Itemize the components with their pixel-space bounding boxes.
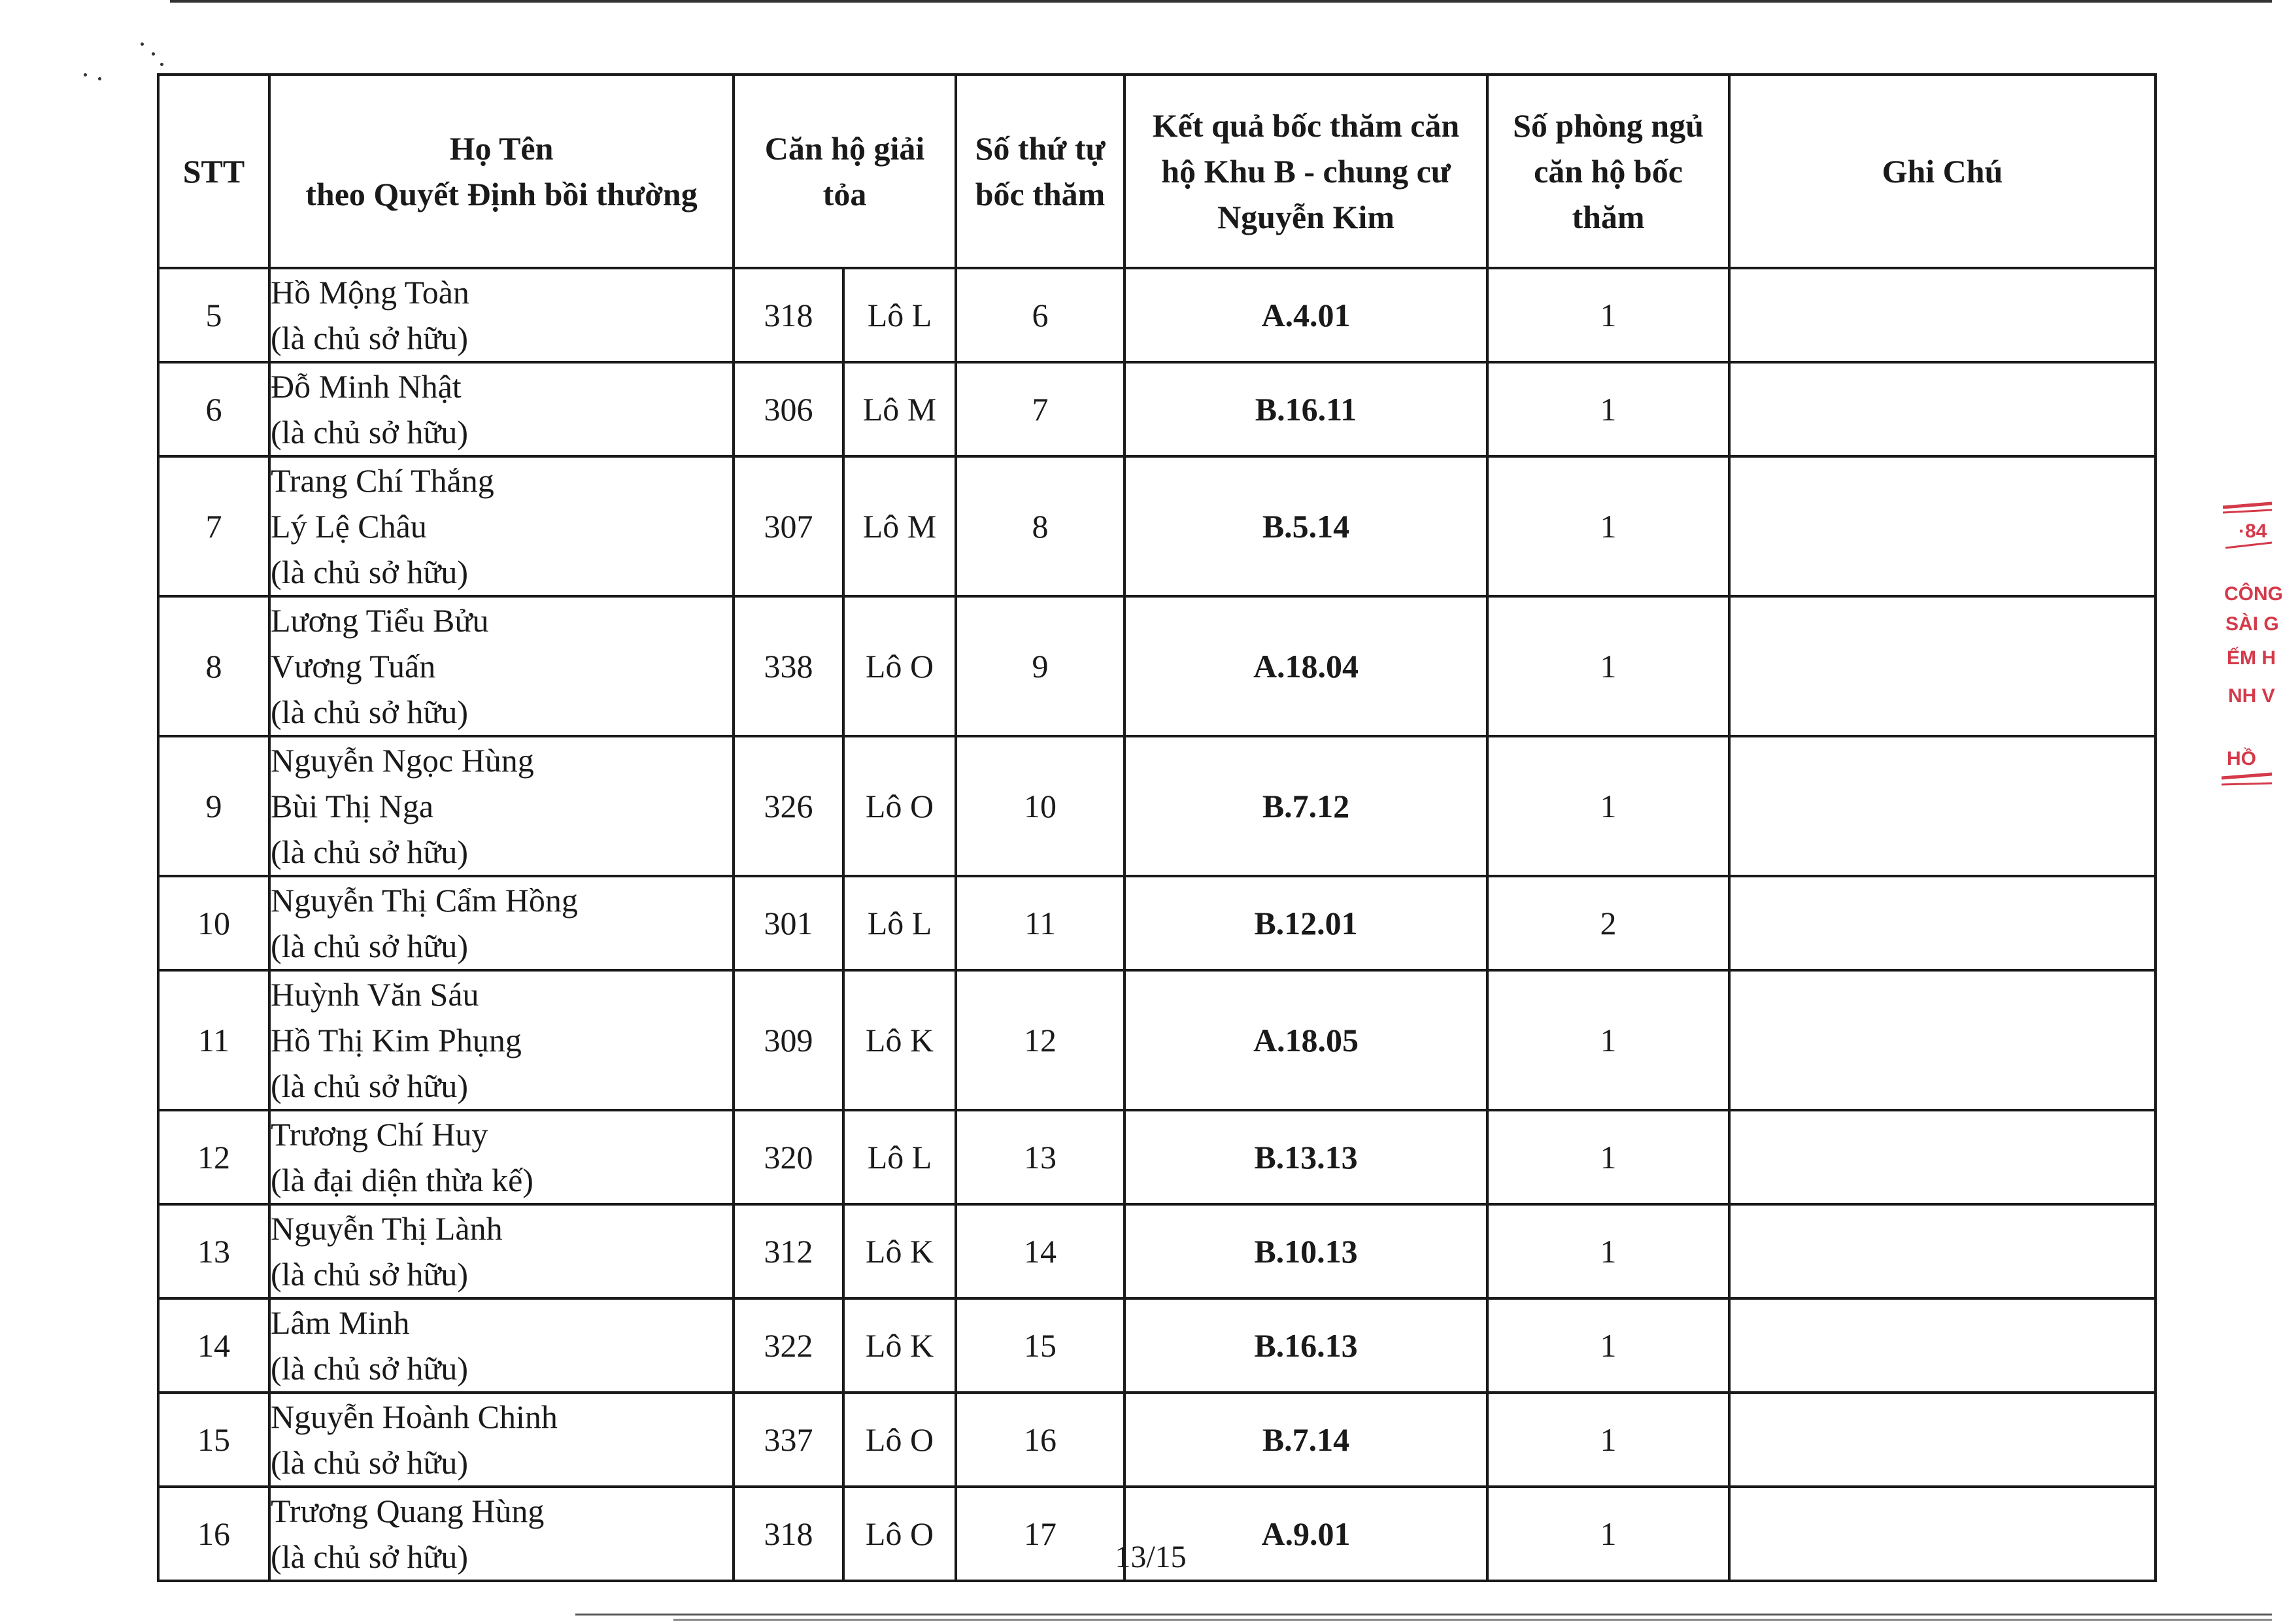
cell-unit: 338 xyxy=(734,596,843,736)
name-line: (là chủ sở hữu) xyxy=(271,554,469,590)
name-line: (là chủ sở hữu) xyxy=(271,1350,469,1387)
cell-name xyxy=(269,596,734,736)
seal-text: CÔNG xyxy=(2224,583,2283,605)
red-seal-fragment xyxy=(2216,497,2283,798)
header-result: Kết quả bốc thăm căn hộ Khu B - chung cư Nguyễn Kim xyxy=(1125,75,1487,268)
cell-note xyxy=(1729,1204,2156,1298)
cell-bedrooms: 1 xyxy=(1487,1393,1729,1487)
cell-stt: 16 xyxy=(158,1487,269,1581)
header-name: Họ Tên theo Quyết Định bồi thường xyxy=(269,75,734,268)
cell-draw-order: 12 xyxy=(956,970,1125,1110)
cell-note xyxy=(1729,1110,2156,1204)
cell-bedrooms: 1 xyxy=(1487,1110,1729,1204)
cell-stt: 8 xyxy=(158,596,269,736)
cell-name xyxy=(269,1204,734,1298)
scan-speck xyxy=(84,73,87,76)
cell-unit: 326 xyxy=(734,736,843,876)
header-stt: STT xyxy=(158,75,269,268)
cell-result: B.7.12 xyxy=(1125,736,1487,876)
name-line: (là chủ sở hữu) xyxy=(271,694,469,730)
table-row xyxy=(158,970,2156,1110)
name-line: Nguyễn Thị Cẩm Hồng xyxy=(271,882,578,919)
cell-lot: Lô O xyxy=(843,736,956,876)
cell-name xyxy=(269,1393,734,1487)
name-line: Đỗ Minh Nhật xyxy=(271,368,462,405)
cell-result: B.12.01 xyxy=(1125,876,1487,970)
cell-stt: 11 xyxy=(158,970,269,1110)
cell-name xyxy=(269,456,734,596)
cell-stt: 13 xyxy=(158,1204,269,1298)
cell-lot: Lô K xyxy=(843,970,956,1110)
cell-stt: 14 xyxy=(158,1298,269,1393)
cell-unit: 307 xyxy=(734,456,843,596)
cell-note xyxy=(1729,596,2156,736)
cell-bedrooms: 1 xyxy=(1487,736,1729,876)
scan-speck xyxy=(152,52,155,56)
table-row xyxy=(158,456,2156,596)
cell-bedrooms: 1 xyxy=(1487,596,1729,736)
cell-unit: 301 xyxy=(734,876,843,970)
cell-note xyxy=(1729,736,2156,876)
name-line: Lý Lệ Châu xyxy=(271,508,427,545)
cell-draw-order: 16 xyxy=(956,1393,1125,1487)
cell-note xyxy=(1729,456,2156,596)
cell-result: A.18.05 xyxy=(1125,970,1487,1110)
table-row xyxy=(158,1110,2156,1204)
cell-lot: Lô L xyxy=(843,876,956,970)
cell-unit: 337 xyxy=(734,1393,843,1487)
cell-result: A.4.01 xyxy=(1125,268,1487,362)
table-header-row xyxy=(158,75,2156,268)
name-line: Nguyễn Ngọc Hùng xyxy=(271,742,534,779)
cell-unit: 312 xyxy=(734,1204,843,1298)
seal-text: ẾM H xyxy=(2227,647,2276,669)
seal-text: NH V xyxy=(2228,685,2275,707)
cell-stt: 6 xyxy=(158,362,269,456)
table-row xyxy=(158,876,2156,970)
table-row xyxy=(158,1298,2156,1393)
name-line: Trương Chí Huy xyxy=(271,1116,488,1153)
cell-lot: Lô O xyxy=(843,1393,956,1487)
cell-draw-order: 17 xyxy=(956,1487,1125,1581)
cell-lot: Lô K xyxy=(843,1204,956,1298)
name-line: Vương Tuấn xyxy=(271,648,436,685)
scan-speck xyxy=(160,63,163,66)
name-line: (là chủ sở hữu) xyxy=(271,414,469,450)
apartment-lottery-table xyxy=(157,73,2157,1582)
cell-lot: Lô M xyxy=(843,456,956,596)
cell-result: B.16.11 xyxy=(1125,362,1487,456)
cell-draw-order: 9 xyxy=(956,596,1125,736)
cell-lot: Lô O xyxy=(843,1487,956,1581)
cell-result: B.5.14 xyxy=(1125,456,1487,596)
cell-stt: 7 xyxy=(158,456,269,596)
cell-unit: 318 xyxy=(734,1487,843,1581)
cell-draw-order: 11 xyxy=(956,876,1125,970)
cell-name xyxy=(269,362,734,456)
cell-draw-order: 15 xyxy=(956,1298,1125,1393)
cell-lot: Lô M xyxy=(843,362,956,456)
name-line: Hồ Mộng Toàn xyxy=(271,274,469,311)
name-line: Huỳnh Văn Sáu xyxy=(271,976,479,1013)
cell-note xyxy=(1729,970,2156,1110)
cell-draw-order: 6 xyxy=(956,268,1125,362)
cell-unit: 318 xyxy=(734,268,843,362)
scan-speck xyxy=(141,42,144,46)
cell-stt: 12 xyxy=(158,1110,269,1204)
cell-note xyxy=(1729,1393,2156,1487)
cell-note xyxy=(1729,876,2156,970)
table-row xyxy=(158,1204,2156,1298)
name-line: Bùi Thị Nga xyxy=(271,788,434,824)
scan-bottom-rule xyxy=(575,1614,2272,1616)
cell-unit: 322 xyxy=(734,1298,843,1393)
name-line: (là đại diện thừa kế) xyxy=(271,1162,533,1198)
cell-note xyxy=(1729,268,2156,362)
cell-bedrooms: 1 xyxy=(1487,1298,1729,1393)
header-note: Ghi Chú xyxy=(1729,75,2156,268)
cell-draw-order: 8 xyxy=(956,456,1125,596)
cell-name xyxy=(269,1110,734,1204)
cell-result: B.10.13 xyxy=(1125,1204,1487,1298)
cell-unit: 309 xyxy=(734,970,843,1110)
cell-unit: 320 xyxy=(734,1110,843,1204)
cell-lot: Lô K xyxy=(843,1298,956,1393)
cell-bedrooms: 1 xyxy=(1487,1487,1729,1581)
scan-bottom-rule xyxy=(673,1619,2272,1621)
cell-stt: 15 xyxy=(158,1393,269,1487)
table-row xyxy=(158,596,2156,736)
cell-result: B.16.13 xyxy=(1125,1298,1487,1393)
page-number: 13/15 xyxy=(1115,1540,1187,1574)
scan-top-rule xyxy=(170,0,2272,3)
table-body xyxy=(158,268,2156,1581)
name-line: (là chủ sở hữu) xyxy=(271,1538,469,1575)
header-apartment: Căn hộ giải tỏa xyxy=(734,75,956,268)
cell-bedrooms: 2 xyxy=(1487,876,1729,970)
cell-result: A.9.01 xyxy=(1125,1487,1487,1581)
cell-bedrooms: 1 xyxy=(1487,456,1729,596)
cell-note xyxy=(1729,362,2156,456)
cell-bedrooms: 1 xyxy=(1487,362,1729,456)
cell-result: B.7.14 xyxy=(1125,1393,1487,1487)
name-line: Trang Chí Thắng xyxy=(271,462,494,499)
table-row xyxy=(158,362,2156,456)
cell-result: B.13.13 xyxy=(1125,1110,1487,1204)
scan-speck xyxy=(98,77,101,80)
cell-stt: 5 xyxy=(158,268,269,362)
cell-name xyxy=(269,736,734,876)
cell-draw-order: 14 xyxy=(956,1204,1125,1298)
cell-name xyxy=(269,1487,734,1581)
header-bedrooms: Số phòng ngủ căn hộ bốc thăm xyxy=(1487,75,1729,268)
cell-stt: 10 xyxy=(158,876,269,970)
seal-text: HỒ xyxy=(2227,748,2256,770)
cell-unit: 306 xyxy=(734,362,843,456)
table-row xyxy=(158,268,2156,362)
cell-bedrooms: 1 xyxy=(1487,1204,1729,1298)
cell-draw-order: 7 xyxy=(956,362,1125,456)
cell-note xyxy=(1729,1487,2156,1581)
table-row xyxy=(158,736,2156,876)
seal-text: SÀI G xyxy=(2225,613,2279,635)
cell-lot: Lô L xyxy=(843,1110,956,1204)
cell-result: A.18.04 xyxy=(1125,596,1487,736)
cell-name xyxy=(269,876,734,970)
cell-bedrooms: 1 xyxy=(1487,268,1729,362)
name-line: (là chủ sở hữu) xyxy=(271,834,469,870)
cell-name xyxy=(269,268,734,362)
table-row xyxy=(158,1393,2156,1487)
name-line: (là chủ sở hữu) xyxy=(271,1256,469,1293)
cell-name xyxy=(269,970,734,1110)
name-line: Nguyễn Hoành Chinh xyxy=(271,1398,558,1435)
name-line: Lương Tiểu Bửu xyxy=(271,602,489,639)
name-line: Hồ Thị Kim Phụng xyxy=(271,1022,522,1058)
name-line: (là chủ sở hữu) xyxy=(271,1068,469,1104)
cell-lot: Lô O xyxy=(843,596,956,736)
name-line: Trương Quang Hùng xyxy=(271,1493,545,1529)
cell-name xyxy=(269,1298,734,1393)
cell-note xyxy=(1729,1298,2156,1393)
name-line: (là chủ sở hữu) xyxy=(271,320,469,356)
name-line: Nguyễn Thị Lành xyxy=(271,1210,503,1247)
cell-draw-order: 10 xyxy=(956,736,1125,876)
name-line: (là chủ sở hữu) xyxy=(271,1444,469,1481)
cell-stt: 9 xyxy=(158,736,269,876)
seal-text: ·84 xyxy=(2239,520,2267,542)
header-draw-order: Số thứ tự bốc thăm xyxy=(956,75,1125,268)
name-line: Lâm Minh xyxy=(271,1304,410,1341)
cell-draw-order: 13 xyxy=(956,1110,1125,1204)
name-line: (là chủ sở hữu) xyxy=(271,928,469,964)
cell-lot: Lô L xyxy=(843,268,956,362)
cell-bedrooms: 1 xyxy=(1487,970,1729,1110)
